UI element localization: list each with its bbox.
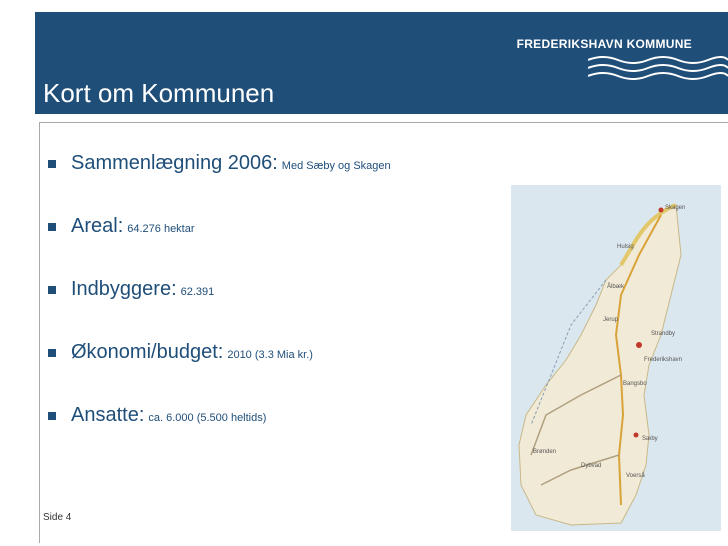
map-town-dot <box>634 433 639 438</box>
slide-title: Kort om Kommunen <box>43 78 275 108</box>
municipality-map <box>511 185 721 531</box>
map-town-label: Sæby <box>642 436 658 442</box>
page-number: Side 4 <box>43 512 72 523</box>
bullet-square-icon <box>48 349 56 357</box>
bullet-detail: Med Sæby og Skagen <box>281 160 391 172</box>
map-town-label: Dybvad <box>581 463 602 469</box>
bullet-detail: 64.276 hektar <box>127 223 195 235</box>
map-town-label: Hulsig <box>617 244 634 250</box>
bullet-square-icon <box>48 412 56 420</box>
bullet-detail: 2010 (3.3 Mia kr.) <box>227 349 313 361</box>
map-town-label: Jerup <box>603 317 619 323</box>
map-town-label: Frederikshavn <box>644 357 683 363</box>
bullet-label: Sammenlægning 2006: Med Sæby og Skagen <box>71 152 391 174</box>
bullet-square-icon <box>48 286 56 294</box>
header-bar <box>35 12 728 114</box>
logo-text: FREDERIKSHAVN KOMMUNE <box>516 37 692 51</box>
bullet-square-icon <box>48 223 56 231</box>
map-town-dot <box>659 208 664 213</box>
bullet-detail: ca. 6.000 (5.500 heltids) <box>148 412 267 424</box>
map-town-label: Strandby <box>651 331 676 337</box>
map-town-label: Voerså <box>626 473 645 479</box>
bullet-label: Areal: 64.276 hektar <box>71 215 195 237</box>
map-town-label: Ålbæk <box>607 284 625 290</box>
map-town-dot <box>636 342 642 348</box>
bullet-label: Indbyggere: 62.391 <box>71 278 215 300</box>
bullet-label: Økonomi/budget: 2010 (3.3 Mia kr.) <box>71 341 313 363</box>
bullet-square-icon <box>48 160 56 168</box>
bullet-label: Ansatte: ca. 6.000 (5.500 heltids) <box>71 404 267 426</box>
map-town-label: Bangsbo <box>623 381 647 387</box>
bullet-detail: 62.391 <box>180 286 215 298</box>
kommune-logo-waves <box>588 54 728 84</box>
map-town-label: Skagen <box>665 205 686 211</box>
map-town-label: Brønden <box>533 449 557 455</box>
